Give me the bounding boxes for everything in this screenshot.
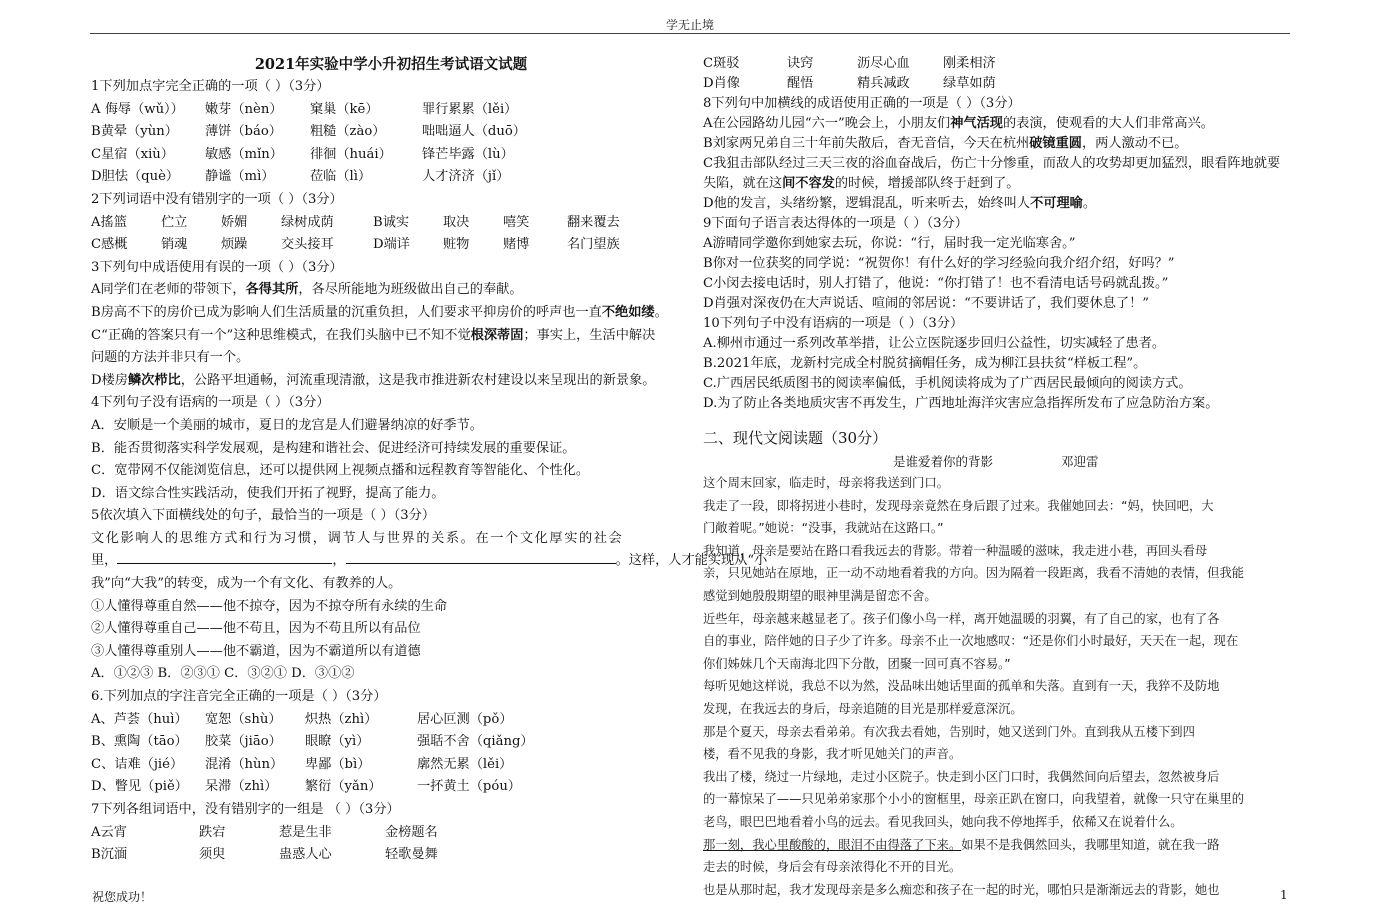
option-row [91, 121, 691, 144]
q9-stem: 9下面句子语言表达得体的一项是（ ）（3分） [703, 216, 968, 231]
q8-option-d: D他的发言，头绪纷繁，逻辑混乱，听来听去，始终叫人不可理喻。 [703, 196, 1097, 211]
option-row [91, 731, 691, 754]
option-cell: 混淆（hùn） [205, 756, 284, 772]
option-cell: 莅临（lì） [310, 169, 372, 185]
q3-option-c: C“正确的答案只有一个”这种思维模式，在我们头脑中已不知不觉根深蒂固；事实上，生活中解决 [91, 327, 656, 343]
q4-stem: 4下列句子没有语病的一项是（ ）（3分） [91, 395, 330, 411]
option-cell: D胆怯（què） [91, 169, 180, 185]
option-cell: 名门望族 [567, 237, 620, 253]
blank-2 [346, 563, 616, 564]
right-column [703, 54, 1293, 901]
option-cell: 强聒不舍（qiǎng） [417, 734, 534, 750]
page-header: 学无止境 [665, 18, 714, 32]
option-cell: 娇媚 [221, 214, 248, 230]
sentence-rest: 如果不是我偶然回头，我哪里知道，就在我一路 [961, 837, 1220, 852]
option-row [91, 709, 691, 732]
option-cell: 诀窍 [787, 56, 814, 71]
passage-line: 你们姊妹几个天南海北四下分散，团聚一回可真不容易。” [703, 656, 1011, 671]
q10-stem: 10下列句子中没有语病的一项是（ ）（3分） [703, 316, 964, 331]
option-cell: 刚柔相济 [943, 56, 996, 71]
q9-option: C小闵去接电话时，别人打错了，他说：“你打错了！也不看清电话号码就乱拨。” [703, 276, 1169, 291]
option-cell: 薄饼（báo） [205, 124, 282, 140]
option-row [703, 74, 1293, 94]
page-number: 1 [1280, 888, 1288, 902]
option-cell: B黄晕（yùn） [91, 124, 178, 140]
q10-option: D.为了防止各类地质灾害不再发生，广西地址海洋灾害应急指挥所发布了应急防治方案。 [703, 396, 1219, 411]
option-row [91, 776, 691, 799]
option-cell: 须臾 [199, 847, 226, 863]
option-cell: A云宵 [91, 824, 127, 840]
underlined-sentence: 那一刻，我心里酸酸的，眼泪不由得落了下来。 [703, 837, 962, 852]
header-divider [90, 33, 1290, 34]
option-cell: 繁衍（yǎn） [305, 779, 382, 795]
option-cell: 交头接耳 [281, 237, 334, 253]
option-cell: 醒悟 [787, 76, 814, 91]
q5-choices: A．①②③ B．②③① C．③②① D．③①② [91, 666, 355, 682]
option-cell: 赌博 [503, 237, 530, 253]
option-cell: 炽热（zhì） [305, 711, 378, 727]
option-cell: 取决 [443, 214, 470, 230]
option-cell: 宽恕（shù） [205, 711, 282, 727]
option-cell: 静谧（mì） [205, 169, 275, 185]
q10-option: B.2021年底，龙新村完成全村脱贫摘帽任务，成为柳江县扶贫“样板工程”。 [703, 356, 1147, 371]
option-cell: 蛊惑人心 [279, 847, 332, 863]
passage-line: 发现，在我远去的身后，母亲追随的目光是那样爱意深沉。 [703, 701, 1023, 716]
option-cell: 嘻笑 [503, 214, 530, 230]
option-row [91, 754, 691, 777]
passage-line: 那是个夏天，母亲去看弟弟。有次我去看她，告别时，她又送到门外。直到我从五楼下到四 [703, 724, 1195, 739]
passage-line: 也是从那时起，我才发现母亲是多么痴恋和孩子在一起的时光，哪怕只是渐渐远去的背影，她也 [703, 882, 1220, 897]
q8-option-a: A在公园路幼儿园“六一”晚会上，小朋友们神气活现的表演，使观看的大人们非常高兴。 [703, 116, 1214, 131]
option-cell: 沥尽心血 [857, 56, 910, 71]
option-cell: 锋芒毕露（lù） [422, 146, 514, 162]
option-row [91, 844, 691, 867]
passage-line: 感觉到她殷殷期望的眼神里满是留恋不舍。 [703, 588, 937, 603]
passage-line: 我出了楼，绕过一片绿地，走过小区院子。快走到小区门口时，我偶然间向后望去，忽然被身后 [703, 769, 1220, 784]
option-cell: 居心叵测（pǒ） [417, 711, 513, 727]
option-cell: B、熏陶（tāo） [91, 734, 188, 750]
q6-stem: 6.下列加点的字注音完全正确的一项是（ ）（3分） [91, 689, 387, 705]
q1-stem: 1下列加点字完全正确的一项（ ）（3分） [91, 79, 330, 94]
passage-line: 楼，看不见我的身影，我才听见她关门的声音。 [703, 747, 962, 762]
passage-line: 自的事业，陪伴她的日子少了许多。母亲不止一次地感叹：“还是你们小时最好，天天在一起，现在 [703, 634, 1239, 649]
option-cell: 赃物 [443, 237, 470, 253]
passage-line: 近些年，母亲越来越显老了。孩子们像小鸟一样，离开她温暖的羽翼，有了自己的家，也有了各 [703, 611, 1220, 626]
option-cell: D、瞥见（piě） [91, 779, 188, 795]
option-cell: 粗糙（zào） [310, 124, 386, 140]
passage-line: 走去的时候，身后会有母亲浓得化不开的目光。 [703, 860, 962, 875]
option-cell: 胶菜（jiāo） [205, 734, 282, 750]
q3-option-d: D楼房鳞次栉比，公路平坦通畅，河流重现清澈，这是我市推进新农村建设以来呈现出的新景象。 [91, 372, 656, 388]
option-row [91, 234, 691, 257]
option-cell: D端详 [373, 237, 410, 253]
option-cell: 人才济济（jǐ） [422, 169, 510, 185]
q9-option: B你对一位获奖的同学说：“祝贺你！有什么好的学习经验向我介绍介绍，好吗？” [703, 256, 1175, 271]
option-cell: 嫩芽（nèn） [205, 101, 283, 117]
q3-stem: 3下列句中成语使用有误的一项（ ）（3分） [91, 259, 343, 275]
option-cell: C斑驳 [703, 56, 740, 71]
passage-body [703, 472, 1293, 901]
q4-option: D．语文综合性实践活动，使我们开拓了视野，提高了能力。 [91, 485, 445, 501]
passage-line: 亲，只见她站在原地，正一动不动地看着我的方向。因为隔着一段距离，我看不清她的表情，但我能 [703, 566, 1245, 581]
q8-stem: 8下列句中加横线的成语使用正确的一项是（ ）（3分） [703, 96, 1021, 111]
passage-line: 这个周末回家，临走时，母亲将我送到门口。 [703, 476, 949, 490]
q5-item: ①人懂得尊重自然——他不掠夺，因为不掠夺所有永续的生命 [91, 598, 448, 614]
section-heading: 二、现代文阅读题（30分） [703, 429, 888, 447]
option-cell: C、诘难（jié） [91, 756, 184, 772]
option-cell: 徘徊（huái） [310, 146, 392, 162]
option-cell: 惹是生非 [279, 824, 332, 840]
passage-line [703, 834, 1293, 857]
passage-title: 是谁爱着你的背影 [893, 454, 994, 469]
passage-line: 的一幕惊呆了——只见弟弟家那个小小的窗框里，母亲正趴在窗口，向我望着，就像一只守在巢里的 [703, 792, 1245, 807]
q8-option-b: B刘家两兄弟自三十年前失散后，杳无音信，今天在杭州破镜重圆，两人激动不已。 [703, 136, 1188, 151]
blank-1 [117, 563, 332, 564]
option-cell: 精兵减政 [857, 76, 910, 91]
q10-option: A.柳州市通过一系列改革举措，让公立医院逐步回归公益性，切实减轻了患者。 [703, 336, 1166, 351]
option-row [91, 822, 691, 845]
q8-option-c: C我狙击部队经过三天三夜的浴血奋战后，伤亡十分惨重，而敌人的攻势却更加猛烈，眼看阵地就要 [703, 156, 1281, 171]
option-cell: 卑鄙（bì） [305, 756, 371, 772]
passage-author: 邓迎雷 [1061, 454, 1099, 469]
option-cell: 金榜题名 [385, 824, 438, 840]
q3-option-c-cont: 问题的方法并非只有一个。 [91, 350, 250, 366]
q7-stem: 7下列各组词语中，没有错别字的一组是 （ ）（3分） [91, 802, 400, 817]
q8-option-c-cont: 失陷，就在这间不容发的时候，增援部队终于赶到了。 [703, 176, 1020, 191]
option-cell: 销魂 [161, 237, 188, 253]
q5-stem: 5依次填入下面横线处的句子，最恰当的一项是（ ）（3分） [91, 508, 436, 524]
passage-line: 我走了一段，即将拐进小巷时，发现母亲竟然在身后跟了过来。我催她回去：“妈，快回吧，大 [703, 498, 1214, 513]
option-cell: 敏感（mǐn） [205, 146, 283, 162]
option-cell: 一抔黄土（póu） [417, 779, 521, 795]
footer-text: 祝您成功！ [92, 890, 153, 904]
option-cell: 跌宕 [199, 824, 226, 840]
option-cell: D肖像 [703, 76, 740, 91]
passage-line: 老鸟，眼巴巴地看着小鸟的远去。看见我回头，她向我不停地挥手，依稀又在说着什么。 [703, 814, 1183, 829]
option-cell: A 侮辱（wǔ）） [91, 101, 184, 117]
q4-option: C．宽带网不仅能浏览信息，还可以提供网上视频点播和远程教育等智能化、个性化。 [91, 463, 590, 479]
option-row [91, 166, 691, 189]
q9-option: A游晴同学邀你到她家去玩，你说：“行，届时我一定光临寒舍。” [703, 236, 1076, 251]
option-cell: B诚实 [373, 214, 410, 230]
q2-stem: 2下列词语中没有错别字的一项（ ）（3分） [91, 191, 343, 207]
passage-line: 门敞着呢。”她说：“没事，我就站在这路口。” [703, 521, 944, 536]
option-cell: 窠巢（kē） [310, 101, 379, 117]
option-cell: 廓然无累（lěi） [417, 756, 513, 772]
option-cell: 绿草如荫 [943, 76, 996, 91]
exam-title: 2021年实验中学小升初招生考试语文试题 [254, 56, 528, 73]
q7-options-cont [703, 54, 1293, 94]
q5-text: 文化影响人的思维方式和行为习惯，调节人与世界的关系。在一个文化厚实的社会 [91, 530, 624, 546]
option-cell: 咄咄逼人（duō） [422, 124, 526, 140]
option-cell: 罪行累累（lěi） [422, 101, 518, 117]
q4-option: A．安顺是一个美丽的城市，夏日的龙宫是人们避暑纳凉的好季节。 [91, 417, 483, 433]
option-cell: B沉湎 [91, 847, 128, 863]
q6-options [91, 709, 691, 799]
option-row [91, 99, 691, 122]
passage-line: 每听见她这样说，我总不以为然，没品味出她话里面的孤单和失落。直到有一天，我猝不及防地 [703, 679, 1220, 694]
option-cell: A、芦荟（huì） [91, 711, 188, 727]
option-cell: 呆滞（zhì） [205, 779, 278, 795]
q5-text: 我”向“大我”的转变，成为一个有文化、有教养的人。 [91, 576, 402, 592]
passage-heading [703, 452, 1293, 472]
option-cell: 伫立 [161, 214, 188, 230]
option-cell: 眼瞭（yì） [305, 734, 370, 750]
option-cell: 轻歌曼舞 [385, 847, 438, 863]
q9-option: D肖强对深夜仍在大声说话、喧闹的邻居说：“不要讲话了，我们要休息了！” [703, 296, 1150, 311]
q10-option: C.广西居民纸质图书的阅读率偏低，手机阅读将成为了广西居民最倾向的阅读方式。 [703, 376, 1192, 391]
option-row [91, 144, 691, 167]
option-row [703, 54, 1293, 74]
passage-line: 我知道，母亲是要站在路口看我远去的背影。带着一种温暖的滋味，我走进小巷，再回头看母 [703, 543, 1208, 558]
option-row [91, 212, 691, 235]
option-cell: 烦躁 [221, 237, 248, 253]
option-cell: 翻来覆去 [567, 214, 620, 230]
q5-item: ③人懂得尊重别人——他不霸道，因为不霸道所以有道德 [91, 643, 421, 659]
q1-options [91, 99, 691, 189]
q3-option-a: A同学们在老师的带领下，各得其所，各尽所能地为班级做出自己的奉献。 [91, 282, 523, 298]
q7-options [91, 822, 691, 867]
q2-options [91, 212, 691, 257]
q4-option: B．能否贯彻落实科学发展观，是构建和谐社会、促进经济可持续发展的重要保证。 [91, 440, 576, 456]
q5-item: ②人懂得尊重自己——他不苟且，因为不苟且所以有品位 [91, 621, 421, 637]
q5-text-blanks: 里， ， 。这样，人才能实现从“小 [91, 553, 768, 569]
option-cell: 绿树成荫 [281, 214, 334, 230]
option-cell: A搖篮 [91, 214, 127, 230]
option-cell: C感概 [91, 237, 128, 253]
q3-option-b: B房高不下的房价已成为影响人们生活质量的沉重负担，人们要求平抑房价的呼声也一直不绝如缕。 [91, 304, 668, 320]
option-cell: C星宿（xiù） [91, 146, 174, 162]
